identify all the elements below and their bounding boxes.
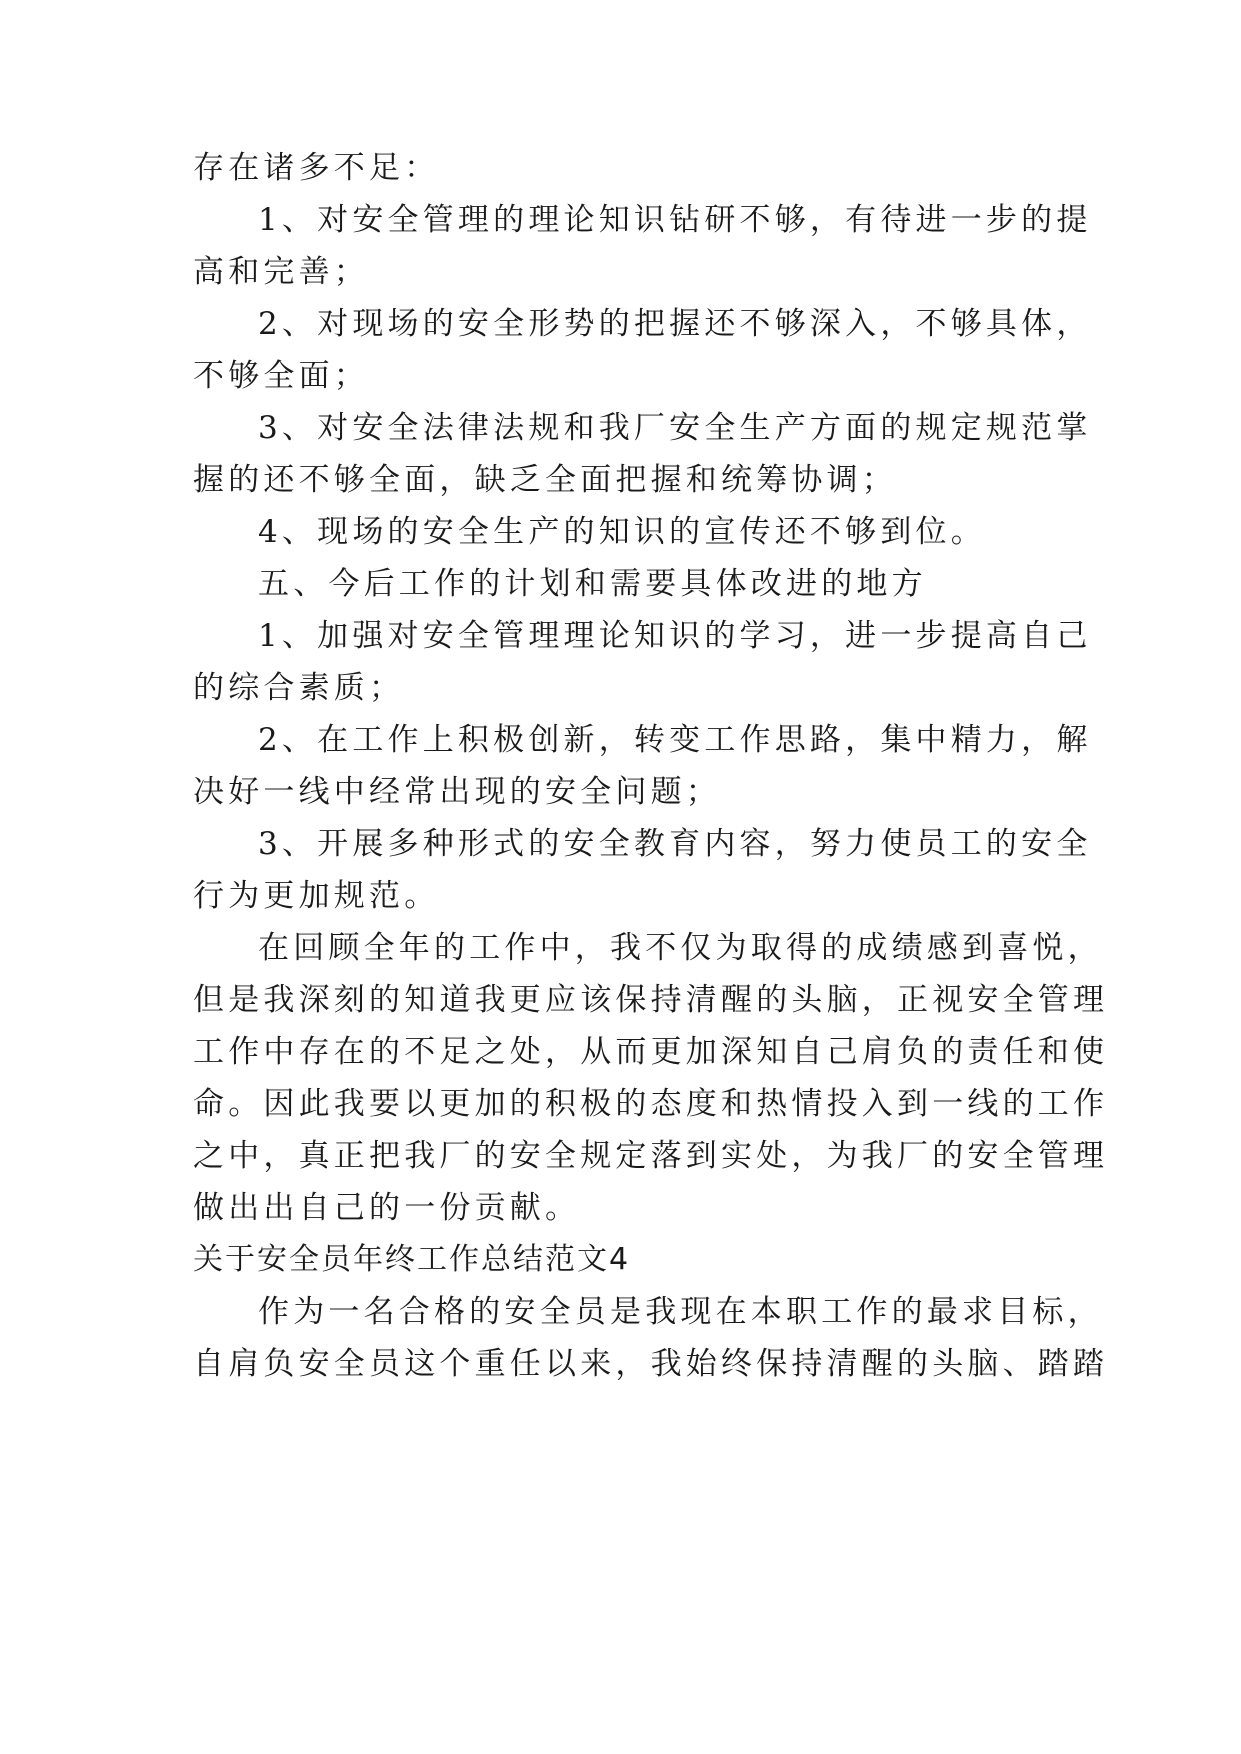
text-line: 1、加强对安全管理理论知识的学习，进一步提高自己 — [258, 618, 1092, 654]
text-line: 不够全面； — [193, 358, 369, 394]
text-line: 做出出自己的一份贡献。 — [193, 1190, 581, 1226]
text-line: 握的还不够全面，缺乏全面把握和统筹协调； — [193, 462, 897, 498]
text-line: 决好一线中经常出现的安全问题； — [193, 774, 721, 810]
text-line: 3、对安全法律法规和我厂安全生产方面的规定规范掌 — [258, 410, 1092, 446]
text-line: 存在诸多不足： — [193, 150, 440, 186]
text-line: 但是我深刻的知道我更应该保持清醒的头脑，正视安全管理 — [193, 982, 1109, 1018]
text-line: 高和完善； — [193, 254, 369, 290]
text-line: 4、现场的安全生产的知识的宣传还不够到位。 — [258, 514, 986, 550]
text-line: 命。因此我要以更加的积极的态度和热情投入到一线的工作 — [193, 1086, 1109, 1122]
text-line: 自肩负安全员这个重任以来，我始终保持清醒的头脑、踏踏 — [193, 1346, 1109, 1382]
text-line: 作为一名合格的安全员是我现在本职工作的最求目标， — [258, 1294, 1103, 1330]
article-title: 关于安全员年终工作总结范文4 — [193, 1242, 631, 1277]
text-line: 的综合素质； — [193, 670, 405, 706]
text-line: 1、对安全管理的理论知识钻研不够，有待进一步的提 — [258, 202, 1092, 238]
text-line: 3、开展多种形式的安全教育内容，努力使员工的安全 — [258, 826, 1092, 862]
text-line: 在回顾全年的工作中，我不仅为取得的成绩感到喜悦， — [258, 930, 1103, 966]
text-line: 2、对现场的安全形势的把握还不够深入，不够具体， — [258, 306, 1092, 342]
text-line: 之中，真正把我厂的安全规定落到实处，为我厂的安全管理 — [193, 1138, 1109, 1174]
section-heading: 五、今后工作的计划和需要具体改进的地方 — [258, 566, 927, 602]
text-line: 工作中存在的不足之处，从而更加深知自己肩负的责任和使 — [193, 1034, 1109, 1070]
text-line: 行为更加规范。 — [193, 878, 440, 914]
text-line: 2、在工作上积极创新，转变工作思路，集中精力，解 — [258, 722, 1092, 758]
